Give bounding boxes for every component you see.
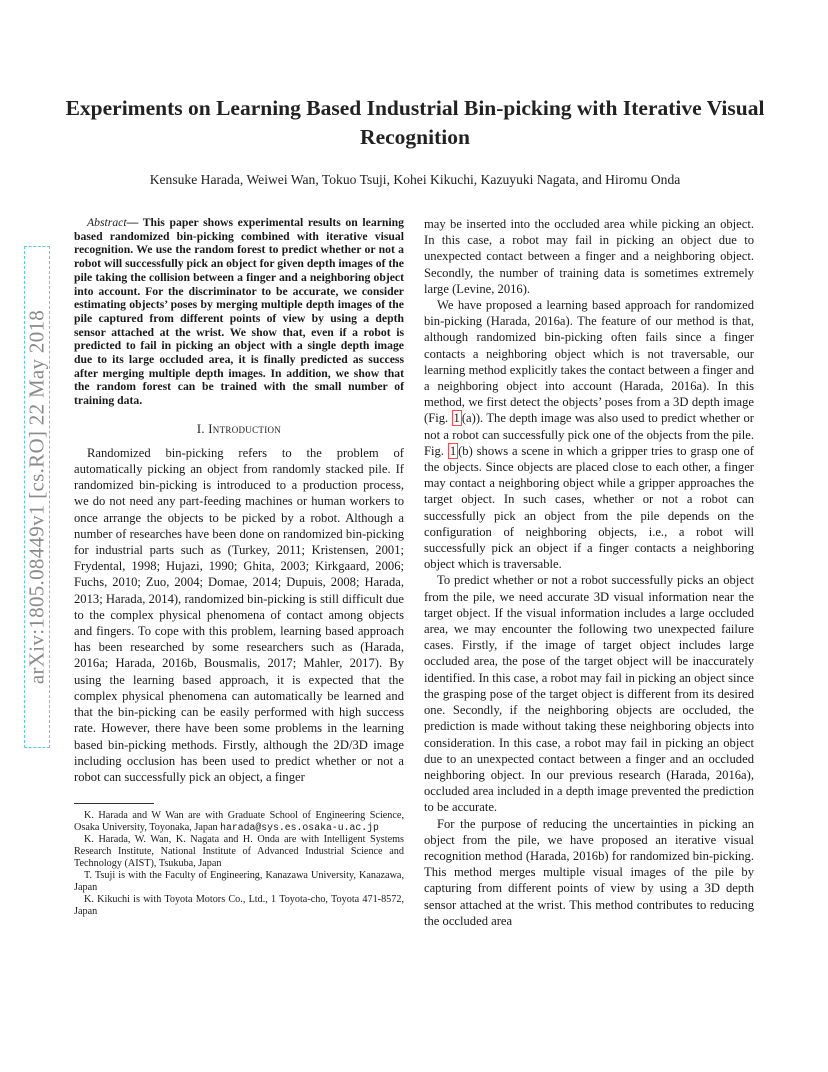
footnote-1 bbox=[74, 810, 404, 834]
intro-paragraph-4: For the purpose of reducing the uncertainties in picking an object from the pile, we have proposed an iterative visual recognition method (Harada, 2016b) for randomized bin-picking. This method merges multiple visual images of the pile by capturing from different points of view by using a 3D depth sensor attached at the wrist. This method contributes to reducing the occluded area bbox=[424, 816, 754, 928]
figure-1-reference-link[interactable]: 1 bbox=[453, 411, 460, 426]
abstract bbox=[74, 216, 404, 408]
intro-paragraph-2-part-b: (a)). The depth image was also used to predict whether or not a robot can successfully pick one of the objects from the pile. Fig. bbox=[424, 411, 754, 458]
intro-paragraph-3: To predict whether or not a robot successfully picks an object from the pile, we need accurate 3D visual information near the target object. If the visual information includes a large occluded area, we may encounter the following two unexpected failure cases. Firstly, if the image of target object includes large occluded area, the pose of the target object will be inaccurately identified. In this case, a robot may fail in picking an object since the grasping pose of the target object is different from its desired one. Secondly, if the neighboring objects are occluded, the prediction is made without taking these neighboring objects into consideration. In this case, a robot may fail in picking an object due to an unexpected contact between a finger and an occluded neighboring object. In our previous research (Harada, 2016a), occluded area included in a depth image prevented the prediction to be accurate. bbox=[424, 573, 754, 815]
intro-paragraph-1: Randomized bin-picking refers to the problem of automatically picking an object from randomly stacked pile. If randomized bin-picking is introduced to a production process, we do not need any part-feeding machines or human workers to once arrange the objects to be picked by a robot. Although a number of researches have been done on randomized bin-picking for industrial parts such as (Turkey, 2011; Kristensen, 2001; Frydental, 1998; Hujazi, 1990; Ghita, 2003; Kirkgaard, 2006; Fuchs, 2010; Zuo, 2004; Domae, 2014; Dupuis, 2008; Harada, 2013; Harada, 2014), randomized bin-picking is still difficult due to the complex physical phenomena of contact among objects and fingers. To cope with this problem, learning based approach has been researched by some researchers such as (Harada, 2016a; Harada, 2016b, Bousmalis, 2017; Mahler, 2017). By using the learning based approach, it is expected that the complex physical phenomena can automatically be learned and that the bin-picking can be easily performed with high success rate. However, there have been some problems in the learning based bin-picking methods. Firstly, although the 2D/3D image including occlusion has been used to predict whether or not a robot can successfully pick an object, a finger bbox=[74, 445, 404, 784]
footnote-divider bbox=[74, 803, 154, 804]
abstract-label: Abstract bbox=[87, 216, 127, 229]
paper-title: Experiments on Learning Based Industrial Bin-picking with Iterative Visual Recognition bbox=[65, 96, 765, 149]
intro-paragraph-2-part-a: We have proposed a learning based approach for randomized bin-picking (Harada, 2016a). The feature of our method is that, although randomized bin-picking often fails since a finger contacts a neighboring object which is not traversable, our learning method explicitly takes the contact between a finger and a neighboring object into account (Harada, 2016a). In this method, we first detect the objects’ poses from a 3D depth image (Fig. bbox=[424, 298, 754, 426]
right-column bbox=[424, 216, 754, 929]
abstract-text: — This paper shows experimental results on learning based randomized bin-picking combined with iterative visual recognition. We use the random forest to predict whether or not a robot will successfully pick an object for given depth images of the pile taking the collision between a finger and a neighboring object into account. For the discriminator to be accurate, we consider estimating objects’ poses by merging multiple depth images of the pile captured from different points of view by using a depth sensor attached at the wrist. We show that, even if a robot is predicted to fail in picking an object with a single depth image due to its large occluded area, it is finally predicted as success after merging multiple depth images. In addition, we show that the random forest can be trained with the small number of training data. bbox=[74, 216, 404, 408]
left-column bbox=[74, 216, 404, 918]
footnote-1-email: harada@sys.es.osaka-u.ac.jp bbox=[220, 822, 379, 834]
arxiv-identifier-stamp[interactable] bbox=[24, 246, 50, 748]
section-heading-introduction: I. Introduction bbox=[196, 421, 282, 436]
footnote-2: K. Harada, W. Wan, K. Nagata and H. Onda are with Intelligent Systems Research Institute, National Institute of Advanced Industrial Science and Technology (AIST), Tsukuba, Japan bbox=[74, 834, 404, 870]
intro-paragraph-continued: may be inserted into the occluded area while picking an object. In this case, a robot may fail in picking an object due to unexpected contact between a finger and a neighboring object. Secondly, the number of training data is sometimes extremely large (Levine, 2016). bbox=[424, 217, 754, 296]
figure-1-reference-link[interactable]: 1 bbox=[449, 443, 457, 458]
footnote-3: T. Tsuji is with the Faculty of Engineering, Kanazawa University, Kanazawa, Japan bbox=[74, 870, 404, 894]
footnote-1-text: K. Harada and W Wan are with Graduate School of Engineering Science, Osaka University, Toyonaka, Japan bbox=[74, 810, 404, 834]
author-list: Kensuke Harada, Weiwei Wan, Tokuo Tsuji, Kohei Kikuchi, Kazuyuki Nagata, and Hiromu Onda bbox=[149, 172, 681, 187]
intro-paragraph-2 bbox=[424, 297, 754, 572]
intro-paragraph-2-part-c: (b) shows a scene in which a gripper tries to grasp one of the objects. Since objects are placed close to each other, a finger may contact a neighboring object while a gripper approaches the target object. In such cases, whether or not a robot can successfully pick an object from the pile depends on the configuration of neighboring objects, i.e., a robot will successfully pick an object if a finger contacts a neighboring object which is traversable. bbox=[424, 443, 754, 572]
arxiv-identifier-text: arXiv:1805.08449v1 [cs.RO] 22 May 2018 bbox=[24, 309, 49, 685]
footnote-4: K. Kikuchi is with Toyota Motors Co., Ltd., 1 Toyota-cho, Toyota 471-8572, Japan bbox=[74, 894, 404, 918]
